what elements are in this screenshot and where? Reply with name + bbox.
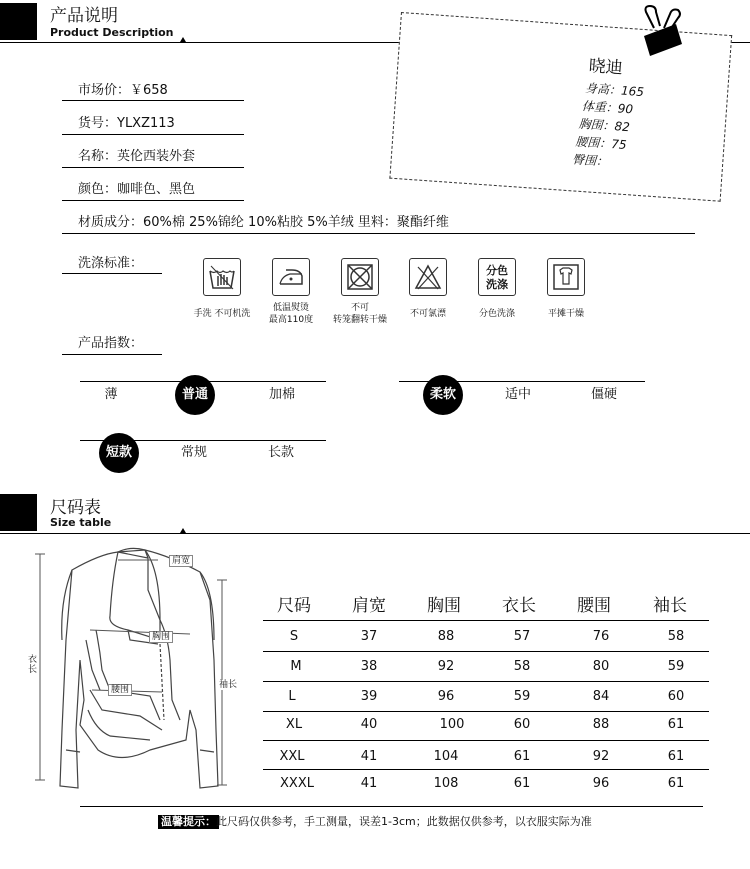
model-stat: 身高：165 [584, 81, 645, 100]
length-label: 衣长 [28, 655, 38, 675]
wash-caption: 转笼翻转干燥 [332, 315, 388, 325]
underline [62, 100, 244, 101]
sku-text: 货号：YLXZ113 [78, 116, 175, 131]
material-text: 材质成分：60%棉 25%锦纶 10%粘胶 5%羊绒 里料：聚酯纤维 [78, 215, 449, 230]
footer-divider [80, 806, 703, 807]
table-divider [263, 740, 709, 741]
product-name-text: 名称：英伦西装外套 [78, 149, 196, 164]
price-text: 市场价：￥658 [78, 83, 168, 98]
wash-label: 洗涤标准： [78, 256, 144, 271]
hand-wash-icon [203, 258, 241, 296]
table-header: 尺码 [277, 596, 311, 616]
wash-caption: 手洗 不可机洗 [193, 309, 251, 319]
softness-selected: 柔软 [423, 375, 463, 415]
footer-note: 此尺码仅供参考，手工测量，误差1-3cm；此数据仅供参考，以衣服实际为准 [216, 815, 592, 828]
jacket-diagram [0, 540, 260, 810]
wash-caption: 平摊干燥 [547, 309, 585, 319]
table-header: 胸围 [427, 596, 461, 616]
underline [62, 354, 162, 355]
wash-caption: 不可 [350, 303, 370, 313]
length-selected: 短款 [99, 433, 139, 473]
table-divider [263, 620, 709, 621]
table-divider [263, 681, 709, 682]
index-label: 产品指数： [78, 336, 144, 351]
thickness-selected: 普通 [175, 375, 215, 415]
section-title: 尺码表 [50, 498, 101, 518]
table-header: 腰围 [577, 596, 611, 616]
section-subtitle: Product Description [50, 26, 174, 39]
flat-dry-icon [547, 258, 585, 296]
chest-label: 胸围 [149, 631, 173, 643]
underline [62, 233, 695, 234]
model-stat: 体重：90 [581, 98, 634, 117]
section-subtitle: Size table [50, 516, 112, 529]
waist-label: 腰围 [108, 684, 132, 696]
underline [62, 134, 244, 135]
underline [62, 200, 244, 201]
section-title: 产品说明 [50, 6, 118, 26]
table-divider [263, 651, 709, 652]
no-tumble-dry-icon [341, 258, 379, 296]
softness-option: 僵硬 [590, 387, 618, 402]
wash-caption: 低温熨烫 [272, 303, 310, 313]
length-option: 常规 [180, 445, 208, 460]
triangle-marker [180, 528, 186, 533]
table-divider [263, 711, 709, 712]
no-bleach-icon [409, 258, 447, 296]
sleeve-label: 袖长 [219, 680, 238, 690]
footer-tag: 温馨提示： [158, 815, 219, 829]
triangle-marker [180, 37, 186, 42]
table-header: 肩宽 [352, 596, 386, 616]
wash-caption: 最高110度 [268, 315, 314, 325]
length-option: 长款 [267, 445, 295, 460]
section-divider [0, 42, 420, 43]
softness-option: 适中 [504, 387, 532, 402]
shoulder-label: 肩宽 [169, 555, 193, 567]
wash-caption: 分色洗涤 [478, 309, 516, 319]
thickness-option: 薄 [104, 387, 118, 402]
color-text: 颜色：咖啡色、黑色 [78, 182, 196, 197]
low-iron-icon [272, 258, 310, 296]
thickness-option: 加棉 [268, 387, 296, 402]
model-stat: 胸围：82 [578, 116, 631, 135]
separate-wash-icon: 分色 洗涤 [478, 258, 516, 296]
table-header: 袖长 [653, 596, 687, 616]
section-divider [0, 533, 750, 534]
model-stat: 腰围：75 [574, 134, 628, 153]
table-header: 衣长 [502, 596, 536, 616]
underline [62, 167, 244, 168]
section-marker [0, 3, 37, 40]
table-divider [263, 769, 709, 770]
model-stat: 臀围： [571, 152, 609, 169]
binder-clip-icon [640, 2, 684, 62]
model-name: 晓迪 [587, 56, 624, 79]
underline [62, 273, 162, 274]
section-marker [0, 494, 37, 531]
wash-caption: 不可氯漂 [409, 309, 447, 319]
